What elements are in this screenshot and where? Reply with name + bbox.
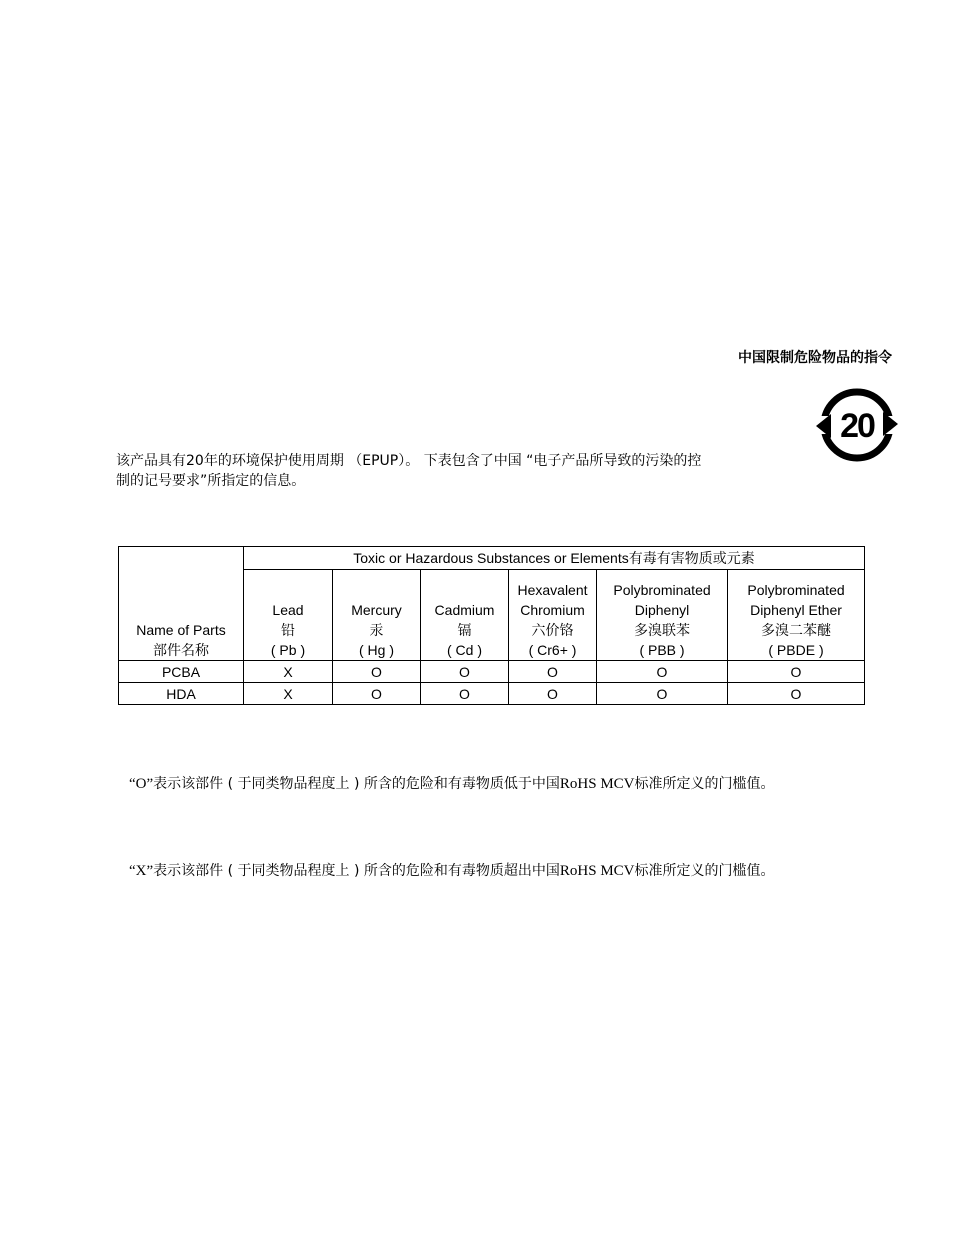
header-line: ( Pb )	[270, 642, 306, 658]
table-row	[119, 661, 865, 683]
intro-paragraph	[116, 451, 788, 491]
header-line: Chromium	[520, 602, 585, 618]
note-text-end: 标准所定义的门槛值。	[634, 863, 775, 879]
header-line: Hexavalent	[517, 582, 588, 598]
substances-group-header: Toxic or Hazardous Substances or Elements有毒有害物质或元素	[244, 547, 865, 570]
header-line: Mercury	[351, 602, 402, 618]
header-line: ( PBB )	[639, 642, 685, 658]
note-text-end: 标准所定义的门槛值。	[634, 776, 775, 792]
value-cell: X	[244, 683, 333, 705]
header-line: Lead	[272, 602, 304, 618]
table-row	[119, 683, 865, 705]
note-text: 表示该部件 ( 于同类物品程度上 ) 所含的危险和有毒物质超出中国	[153, 863, 560, 879]
value-cell: X	[244, 661, 333, 683]
value-cell: O	[597, 683, 728, 705]
column-header-lead	[244, 570, 333, 661]
x-symbol-note	[129, 860, 775, 880]
value-cell: O	[333, 683, 421, 705]
header-line: ( Hg )	[359, 642, 394, 658]
part-name-cell: PCBA	[119, 661, 244, 683]
header-line: 六价铬	[531, 622, 574, 638]
note-standard: RoHS MCV	[559, 863, 635, 879]
value-cell: O	[509, 683, 597, 705]
intro-line-2: 制的记号要求”所指定的信息。	[116, 473, 306, 489]
part-name-cell: HDA	[119, 683, 244, 705]
header-line: Polybrominated	[747, 582, 845, 598]
value-cell: O	[597, 661, 728, 683]
note-symbol: “O”	[129, 776, 154, 792]
note-text: 表示该部件 ( 于同类物品程度上 ) 所含的危险和有毒物质低于中国	[153, 776, 560, 792]
intro-line-1: 该产品具有20年的环境保护使用周期 （EPUP）。 下表包含了中国 “电子产品所导致的污染的控	[116, 453, 702, 469]
note-symbol: “X”	[129, 863, 154, 879]
page-title: 中国限制危险物品的指令	[738, 350, 892, 366]
header-line: ( PBDE )	[768, 642, 824, 658]
column-header-cadmium	[421, 570, 509, 661]
value-cell: O	[509, 661, 597, 683]
value-cell: O	[421, 683, 509, 705]
header-line: 铅	[281, 622, 295, 638]
value-cell: O	[728, 683, 865, 705]
value-cell: O	[728, 661, 865, 683]
header-line: 多溴联苯	[634, 622, 690, 638]
column-header-mercury	[333, 570, 421, 661]
parts-header-en: Name of Parts	[136, 622, 226, 638]
note-standard: RoHS MCV	[559, 776, 635, 792]
header-line: ( Cr6+ )	[528, 642, 577, 658]
value-cell: O	[421, 661, 509, 683]
logo-number: 20	[840, 407, 874, 445]
hazardous-substances-table	[118, 546, 865, 705]
header-line: 多溴二苯醚	[761, 622, 831, 638]
column-header-hexavalent-chromium	[509, 570, 597, 661]
o-symbol-note	[129, 773, 775, 793]
epup-20-recycle-icon	[814, 386, 900, 464]
header-line: 汞	[369, 622, 384, 638]
header-line: 镉	[457, 622, 472, 638]
column-header-pbde	[728, 570, 865, 661]
header-line: Polybrominated	[613, 582, 711, 598]
parts-column-header	[119, 547, 244, 661]
value-cell: O	[333, 661, 421, 683]
header-line: Diphenyl Ether	[750, 602, 842, 618]
header-line: Diphenyl	[634, 602, 690, 618]
header-line: ( Cd )	[447, 642, 482, 658]
header-line: Cadmium	[434, 602, 495, 618]
column-header-pbb	[597, 570, 728, 661]
parts-header-zh: 部件名称	[153, 642, 209, 658]
